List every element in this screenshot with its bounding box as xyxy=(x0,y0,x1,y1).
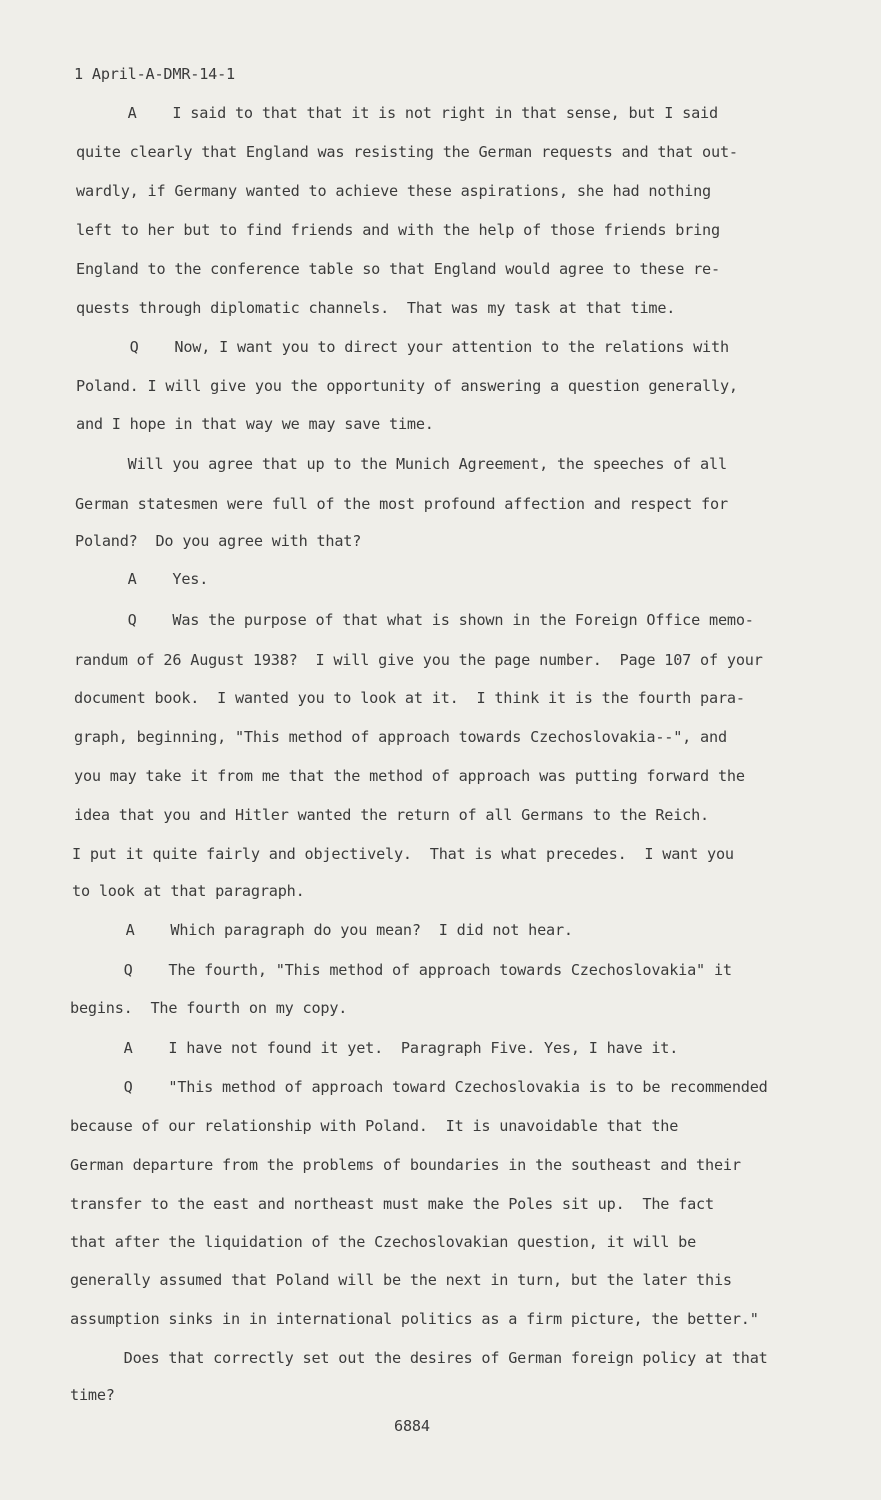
text-line: generally assumed that Poland will be the next in turn, but the later this xyxy=(70,1271,732,1289)
text-line: Does that correctly set out the desires of German foreign policy at that xyxy=(70,1349,768,1367)
text-line: wardly, if Germany wanted to achieve these aspirations, she had nothing xyxy=(76,182,711,200)
text-line: idea that you and Hitler wanted the return of all Germans to the Reich. xyxy=(74,806,709,824)
text-line: randum of 26 August 1938? I will give you the page number. Page 107 of your xyxy=(74,651,763,669)
text-line: Q Now, I want you to direct your attention to the relations with xyxy=(76,338,729,356)
text-line: because of our relationship with Poland. It is unavoidable that the xyxy=(70,1117,679,1135)
text-line: Q The fourth, "This method of approach towards Czechoslovakia" it xyxy=(70,961,732,979)
text-line: quite clearly that England was resisting the German requests and that out- xyxy=(76,143,738,161)
text-line: A Which paragraph do you mean? I did not hear. xyxy=(72,921,573,939)
page-number: 6884 xyxy=(394,1417,430,1435)
text-line: I put it quite fairly and objectively. That is what precedes. I want you xyxy=(72,845,734,863)
text-line: Poland? Do you agree with that? xyxy=(75,532,362,550)
text-line: assumption sinks in in international politics as a firm picture, the better." xyxy=(70,1310,759,1328)
text-line: Q "This method of approach toward Czechoslovakia is to be recommended xyxy=(70,1078,768,1096)
text-line: German statesmen were full of the most profound affection and respect for xyxy=(75,495,728,513)
text-line: time? xyxy=(70,1386,115,1404)
text-line: quests through diplomatic channels. That was my task at that time. xyxy=(76,299,676,317)
text-line: document book. I wanted you to look at it. I think it is the fourth para- xyxy=(74,689,745,707)
text-line: Will you agree that up to the Munich Agreement, the speeches of all xyxy=(74,455,727,473)
text-line: A Yes. xyxy=(74,570,209,588)
text-line: to look at that paragraph. xyxy=(72,882,305,900)
text-line: you may take it from me that the method of approach was putting forward the xyxy=(74,767,745,785)
text-line: Q Was the purpose of that what is shown in the Foreign Office memo- xyxy=(74,611,754,629)
text-line: graph, beginning, "This method of approach towards Czechoslovakia--", and xyxy=(74,728,727,746)
text-line: Poland. I will give you the opportunity of answering a question generally, xyxy=(76,377,738,395)
text-line: transfer to the east and northeast must make the Poles sit up. The fact xyxy=(70,1195,714,1213)
text-line: and I hope in that way we may save time. xyxy=(76,415,434,433)
document-header: 1 April-A-DMR-14-1 xyxy=(74,65,235,83)
text-line: A I have not found it yet. Paragraph Five. Yes, I have it. xyxy=(70,1039,679,1057)
text-line: left to her but to find friends and with the help of those friends bring xyxy=(76,221,720,239)
text-line: that after the liquidation of the Czechoslovakian question, it will be xyxy=(70,1233,697,1251)
text-line: A I said to that that it is not right in that sense, but I said xyxy=(74,104,718,122)
text-line: England to the conference table so that England would agree to these re- xyxy=(76,260,720,278)
text-line: begins. The fourth on my copy. xyxy=(70,999,348,1017)
text-line: German departure from the problems of boundaries in the southeast and their xyxy=(70,1156,741,1174)
